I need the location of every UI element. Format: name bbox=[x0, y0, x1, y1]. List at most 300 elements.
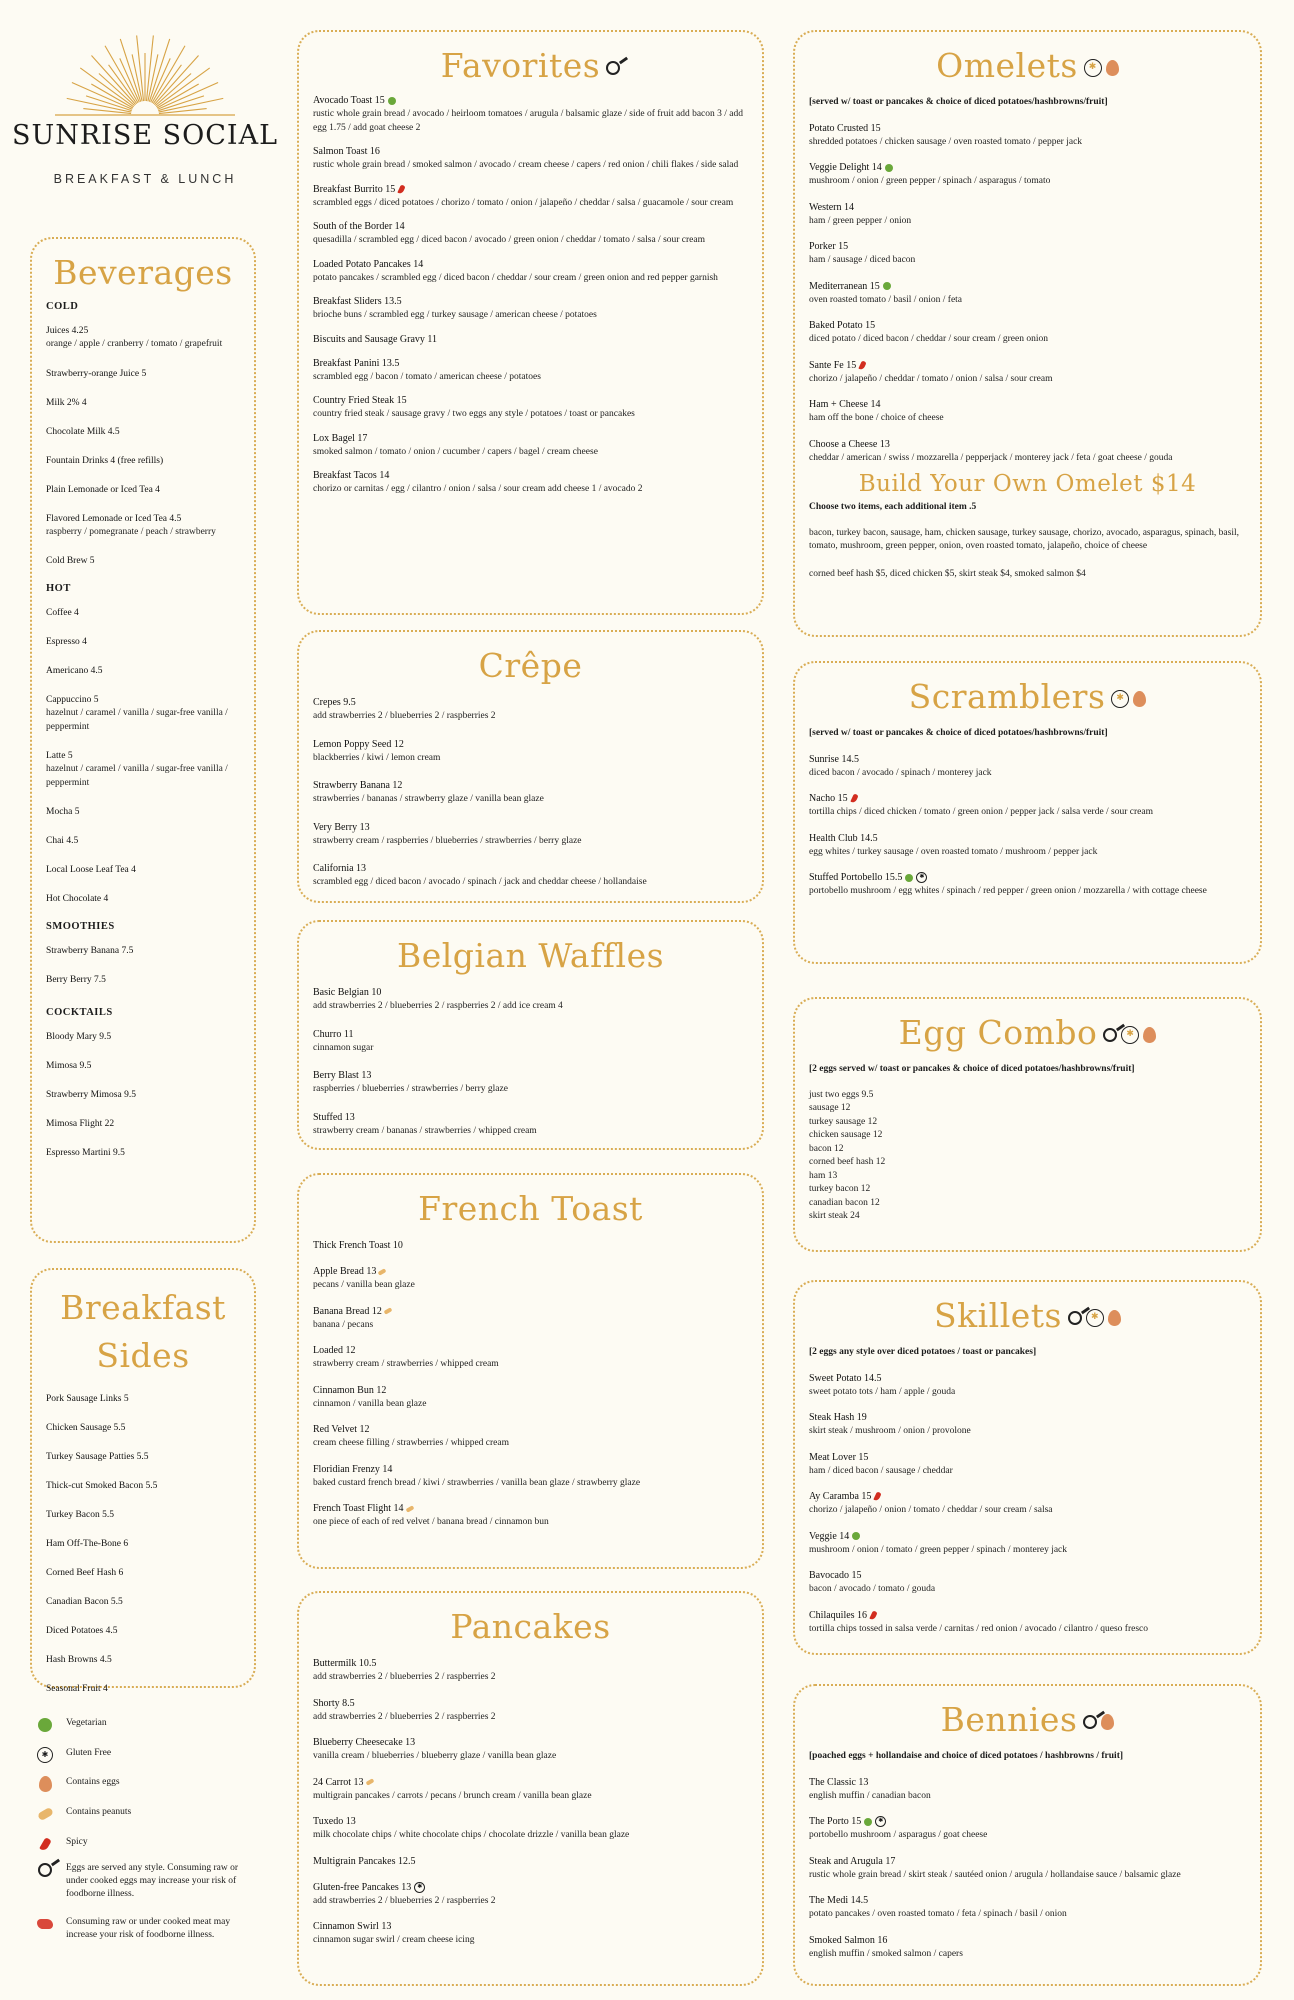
menu-item-description: banana / pecans bbox=[313, 1319, 374, 1330]
vegetarian-icon bbox=[852, 1532, 860, 1540]
menu-item-description: chorizo / jalapeño / cheddar / tomato / onion / salsa / sour cream bbox=[809, 373, 1053, 384]
menu-item-description: ham off the bone / choice of cheese bbox=[809, 413, 944, 423]
menu-item-description: english muffin / smoked salmon / capers bbox=[809, 1948, 963, 1959]
menu-item-name-text: Turkey Sausage Patties 5.5 bbox=[46, 1452, 149, 1462]
menu-item-name-text: Canadian Bacon 5.5 bbox=[46, 1597, 123, 1607]
menu-item-description: hazelnut / caramel / vanilla / sugar-free vanilla / peppermint bbox=[46, 764, 228, 788]
omelets-list bbox=[809, 122, 1246, 466]
menu-item-description: skirt steak / mushroom / onion / provolone bbox=[809, 1426, 971, 1436]
menu-item-description: smoked salmon / tomato / onion / cucumber / capers / bagel / cream cheese bbox=[313, 446, 598, 457]
menu-item bbox=[313, 821, 748, 849]
menu-item-name-text: Sweet Potato 14.5 bbox=[809, 1372, 882, 1384]
menu-item-description: milk chocolate chips / white chocolate chips / chocolate drizzle / vanilla bean glaze bbox=[313, 1830, 630, 1840]
menu-item-name-text: Local Loose Leaf Tea 4 bbox=[46, 865, 136, 875]
legend-text: Contains eggs bbox=[66, 1777, 120, 1787]
sides-title-2: Sides bbox=[96, 1336, 190, 1375]
menu-item bbox=[46, 324, 240, 352]
vegetarian-icon bbox=[905, 874, 913, 882]
menu-item-name bbox=[313, 1384, 748, 1398]
menu-item-name bbox=[809, 832, 1246, 846]
spicy-icon bbox=[869, 1610, 877, 1620]
smoothies-label: SMOOTHIES bbox=[46, 921, 115, 932]
menu-item-name-text: Churro 11 bbox=[313, 1028, 354, 1040]
menu-item bbox=[313, 738, 748, 766]
menu-item-description: cinnamon sugar swirl / cream cheese icing bbox=[313, 1935, 475, 1945]
menu-item bbox=[46, 944, 240, 958]
menu-item bbox=[46, 892, 240, 906]
menu-item bbox=[809, 1530, 1246, 1558]
crepe-list bbox=[313, 696, 748, 890]
menu-item-name-text: Berry Berry 7.5 bbox=[46, 975, 106, 985]
egg-combo-section bbox=[793, 997, 1262, 1252]
menu-item bbox=[313, 1920, 748, 1948]
menu-item-name bbox=[313, 1265, 748, 1279]
menu-item-name bbox=[46, 454, 240, 468]
menu-item-name-text: Loaded Potato Pancakes 14 bbox=[313, 258, 424, 270]
menu-item bbox=[809, 240, 1246, 268]
menu-item bbox=[313, 183, 748, 211]
menu-item-name bbox=[809, 1815, 1246, 1829]
menu-item-name bbox=[313, 94, 748, 108]
menu-item-description: rustic whole grain bread / avocado / heirloom tomatoes / arugula / balsamic glaze / side of fruit add bacon 3 / add egg 1.75 / add goat cheese 2 bbox=[313, 109, 744, 133]
skillets-list bbox=[809, 1372, 1246, 1637]
egg-icon bbox=[1133, 691, 1146, 707]
bennies-title: Bennies bbox=[809, 1700, 1246, 1740]
menu-item-name-text: Shorty 8.5 bbox=[313, 1697, 355, 1709]
menu-item-description: sweet potato tots / ham / apple / gouda bbox=[809, 1386, 956, 1397]
menu-item-name-text: Buttermilk 10.5 bbox=[313, 1658, 377, 1669]
menu-item-name bbox=[313, 779, 748, 793]
menu-item-description: scrambled eggs / diced potatoes / chorizo / tomato / onion / jalapeño / cheddar / salsa / guacamole / sour cream bbox=[313, 197, 734, 208]
menu-item-name bbox=[313, 1028, 748, 1042]
menu-item-name bbox=[46, 635, 240, 649]
menu-item bbox=[313, 333, 748, 347]
menu-item bbox=[809, 1894, 1246, 1922]
frying-pan-icon bbox=[1083, 1715, 1097, 1729]
menu-item-name-text: Breakfast Sliders 13.5 bbox=[313, 296, 402, 307]
cold-list bbox=[46, 324, 240, 568]
menu-item-name bbox=[809, 1776, 1246, 1790]
menu-item-name bbox=[46, 1030, 240, 1044]
waffles-title: Belgian Waffles bbox=[396, 936, 665, 975]
menu-item bbox=[313, 1305, 748, 1333]
menu-item-description: scrambled egg / diced bacon / avocado / spinach / jack and cheddar cheese / hollandaise bbox=[313, 877, 647, 887]
menu-item bbox=[313, 357, 748, 385]
menu-item bbox=[809, 438, 1246, 466]
menu-item-name bbox=[46, 863, 240, 877]
menu-item-description: one piece of each of red velvet / banana bread / cinnamon bun bbox=[313, 1517, 549, 1527]
menu-item bbox=[809, 359, 1246, 387]
menu-item-description: diced potato / diced bacon / cheddar / sour cream / green onion bbox=[809, 334, 1048, 344]
menu-item bbox=[313, 1111, 748, 1139]
menu-item bbox=[46, 425, 240, 439]
menu-item-name-text: Americano 4.5 bbox=[46, 666, 103, 676]
menu-item bbox=[809, 122, 1246, 150]
menu-item bbox=[46, 396, 240, 410]
menu-item-name-text: Cinnamon Bun 12 bbox=[313, 1384, 387, 1396]
egg-icon bbox=[1101, 1714, 1114, 1730]
meat-icon bbox=[36, 1916, 54, 1932]
egg-combo-item: skirt steak 24 bbox=[809, 1211, 860, 1221]
menu-item-name-text: Hot Chocolate 4 bbox=[46, 894, 109, 904]
menu-item-name-text: Diced Potatoes 4.5 bbox=[46, 1626, 118, 1636]
menu-item-name-text: Mocha 5 bbox=[46, 807, 80, 817]
egg-icon bbox=[1143, 1027, 1156, 1043]
menu-item-name bbox=[46, 664, 240, 678]
menu-item-name-text: Mimosa 9.5 bbox=[46, 1061, 92, 1071]
crepe-section bbox=[297, 630, 764, 903]
menu-item-name bbox=[313, 1776, 748, 1790]
byo-extra: corned beef hash $5, diced chicken $5, skirt steak $4, smoked salmon $4 bbox=[809, 568, 1086, 579]
egg-combo-item: canadian bacon 12 bbox=[809, 1197, 880, 1208]
menu-item bbox=[313, 1069, 748, 1097]
omelets-title: Omelets ✱ bbox=[809, 46, 1246, 86]
egg-combo-item: chicken sausage 12 bbox=[809, 1130, 883, 1140]
menu-item bbox=[46, 1030, 240, 1044]
egg-icon bbox=[1108, 1310, 1121, 1326]
menu-item-name bbox=[46, 1537, 240, 1551]
menu-item-description: multigrain pancakes / carrots / pecans / brunch cream / vanilla bean glaze bbox=[313, 1790, 592, 1801]
menu-item-name bbox=[313, 295, 748, 309]
menu-item-name-text: Red Velvet 12 bbox=[313, 1424, 370, 1435]
menu-item-description: english muffin / canadian bacon bbox=[809, 1790, 931, 1801]
menu-item-name-text: Porker 15 bbox=[809, 241, 849, 252]
egg-icon bbox=[36, 1776, 54, 1792]
menu-item-description: oven roasted tomato / basil / onion / feta bbox=[809, 294, 963, 305]
legend-item bbox=[36, 1806, 256, 1822]
menu-item-name-text: Berry Blast 13 bbox=[313, 1070, 372, 1081]
menu-item-name bbox=[46, 483, 240, 497]
vegetarian-icon bbox=[388, 97, 396, 105]
menu-item-name bbox=[46, 367, 240, 381]
menu-item-name bbox=[809, 1855, 1246, 1869]
menu-item-name bbox=[809, 359, 1246, 373]
menu-item-name-text: Multigrain Pancakes 12.5 bbox=[313, 1855, 416, 1867]
menu-item bbox=[809, 201, 1246, 229]
menu-item-name bbox=[46, 944, 240, 958]
menu-item bbox=[313, 295, 748, 323]
menu-item bbox=[313, 1736, 748, 1764]
menu-item-name-text: Veggie 14 bbox=[809, 1530, 850, 1542]
menu-item-name-text: Breakfast Burrito 15 bbox=[313, 183, 396, 195]
menu-item-name-text: Chai 4.5 bbox=[46, 836, 79, 846]
menu-item-description: potato pancakes / oven roasted tomato / feta / spinach / basil / onion bbox=[809, 1909, 1067, 1919]
menu-item-name-text: Juices 4.25 bbox=[46, 326, 89, 336]
legend-item bbox=[36, 1862, 256, 1901]
menu-item bbox=[313, 1697, 748, 1725]
vegetarian-icon bbox=[36, 1717, 54, 1733]
menu-item-name bbox=[46, 1450, 240, 1464]
menu-item-name bbox=[313, 394, 748, 408]
spicy-icon bbox=[36, 1836, 54, 1852]
menu-item bbox=[46, 1117, 240, 1131]
menu-item bbox=[313, 1028, 748, 1056]
menu-item bbox=[46, 664, 240, 678]
menu-item-name-text: Thick-cut Smoked Bacon 5.5 bbox=[46, 1481, 158, 1491]
menu-item-name-text: Strawberry Banana 12 bbox=[313, 780, 403, 791]
menu-item-name-text: Coffee 4 bbox=[46, 608, 79, 618]
menu-item-name bbox=[46, 1059, 240, 1073]
menu-item-name-text: Salmon Toast 16 bbox=[313, 146, 380, 157]
menu-item-name-text: Espresso Martini 9.5 bbox=[46, 1148, 125, 1158]
menu-item bbox=[46, 1392, 240, 1406]
menu-item-name bbox=[313, 220, 748, 234]
menu-item-description: cinnamon / vanilla bean glaze bbox=[313, 1398, 427, 1409]
menu-item-name bbox=[313, 1239, 748, 1253]
menu-item-name-text: Stuffed 13 bbox=[313, 1111, 355, 1123]
byo-note: Choose two items, each additional item .5 bbox=[809, 502, 977, 512]
legend-item bbox=[36, 1717, 256, 1733]
menu-item bbox=[46, 1595, 240, 1609]
sides-section bbox=[30, 1268, 256, 1694]
menu-item-name-text: Strawberry-orange Juice 5 bbox=[46, 368, 147, 379]
egg-combo-title: Egg Combo ✱ bbox=[809, 1013, 1246, 1053]
menu-item-name bbox=[809, 240, 1246, 254]
menu-item-description: scrambled egg / bacon / tomato / american cheese / potatoes bbox=[313, 371, 541, 382]
menu-item-description: tortilla chips / diced chicken / tomato / green onion / pepper jack / salsa verde / sour cream bbox=[809, 807, 1153, 817]
menu-item bbox=[809, 792, 1246, 820]
menu-item-description: portobello mushroom / asparagus / goat cheese bbox=[809, 1830, 988, 1840]
legend-text: Contains peanuts bbox=[66, 1807, 132, 1817]
menu-item-name bbox=[809, 1372, 1246, 1386]
menu-item-name bbox=[46, 1421, 240, 1435]
menu-item-description: raspberry / pomegranate / peach / strawberry bbox=[46, 526, 216, 537]
egg-combo-item: turkey bacon 12 bbox=[809, 1184, 871, 1194]
legend-text: Spicy bbox=[66, 1837, 88, 1847]
menu-item-name-text: Potato Crusted 15 bbox=[809, 122, 881, 134]
menu-item-description: cream cheese filling / strawberries / whipped cream bbox=[313, 1438, 509, 1448]
menu-item-name-text: Chicken Sausage 5.5 bbox=[46, 1423, 126, 1433]
egg-combo-item: just two eggs 9.5 bbox=[809, 1089, 874, 1100]
frying-pan-icon bbox=[1103, 1028, 1117, 1042]
menu-item-name bbox=[313, 1111, 748, 1125]
gluten-free-icon: ✱ bbox=[875, 1816, 886, 1827]
peanut-icon bbox=[383, 1307, 392, 1314]
menu-item-name bbox=[313, 469, 748, 483]
menu-item-name bbox=[809, 792, 1246, 806]
menu-item-description: bacon / avocado / tomato / gouda bbox=[809, 1584, 936, 1594]
favorites-section bbox=[297, 30, 764, 615]
menu-item-description: ham / diced bacon / sausage / cheddar bbox=[809, 1465, 953, 1476]
menu-item-name-text: Very Berry 13 bbox=[313, 821, 370, 833]
menu-item-name bbox=[313, 145, 748, 159]
menu-item-description: strawberries / bananas / strawberry glaze / vanilla bean glaze bbox=[313, 794, 544, 804]
menu-item-name bbox=[46, 1392, 240, 1406]
menu-item bbox=[46, 367, 240, 381]
skillets-note: [2 eggs any style over diced potatoes / toast or pancakes] bbox=[809, 1347, 1037, 1357]
menu-item-name-text: Espresso 4 bbox=[46, 637, 87, 647]
menu-item-description: tortilla chips tossed in salsa verde / carnitas / red onion / avocado / cilantro / queso fresco bbox=[809, 1623, 1148, 1634]
menu-item bbox=[313, 258, 748, 286]
french-toast-title: French Toast bbox=[418, 1189, 643, 1228]
menu-item-name-text: Lox Bagel 17 bbox=[313, 432, 368, 444]
menu-item-description: blackberries / kiwi / lemon cream bbox=[313, 752, 441, 763]
menu-item bbox=[46, 1450, 240, 1464]
menu-item-description: add strawberries 2 / blueberries 2 / raspberries 2 bbox=[313, 1672, 496, 1682]
menu-item-name bbox=[809, 319, 1246, 333]
gluten-free-icon: ✱ bbox=[414, 1882, 425, 1893]
menu-item bbox=[313, 469, 748, 497]
menu-item-description: brioche buns / scrambled egg / turkey sausage / american cheese / potatoes bbox=[313, 310, 597, 320]
menu-item bbox=[313, 1265, 748, 1293]
menu-item-name bbox=[809, 1411, 1246, 1425]
skillets-section bbox=[793, 1280, 1262, 1655]
french-toast-list bbox=[313, 1239, 748, 1530]
menu-item-name bbox=[313, 738, 748, 752]
menu-item-description: add strawberries 2 / blueberries 2 / raspberries 2 bbox=[313, 711, 496, 721]
menu-item bbox=[313, 1855, 748, 1869]
egg-combo-item: sausage 12 bbox=[809, 1103, 851, 1113]
menu-item-name bbox=[313, 862, 748, 876]
menu-item bbox=[809, 1490, 1246, 1518]
vegetarian-icon bbox=[864, 1818, 872, 1826]
legend-text: Gluten Free bbox=[66, 1748, 112, 1758]
menu-item-name bbox=[313, 696, 748, 710]
menu-item-name bbox=[313, 333, 748, 347]
menu-item-name-text: Mediterranean 15 bbox=[809, 280, 880, 292]
menu-item-description: cheddar / american / swiss / mozzarella / pepperjack / monterey jack / feta / goat cheese / gouda bbox=[809, 452, 1173, 463]
beverages-section bbox=[30, 237, 256, 1243]
menu-item-description: orange / apple / cranberry / tomato / grapefruit bbox=[46, 339, 223, 349]
sunrise-logo-icon bbox=[0, 20, 290, 120]
menu-item-name-text: Breakfast Panini 13.5 bbox=[313, 357, 400, 369]
menu-item-name bbox=[313, 1881, 748, 1895]
menu-item bbox=[313, 432, 748, 460]
egg-combo-item: corned beef hash 12 bbox=[809, 1157, 886, 1167]
gluten-free-icon: ✱ bbox=[1121, 1026, 1139, 1044]
spicy-icon bbox=[398, 184, 406, 194]
menu-item bbox=[46, 1682, 240, 1696]
menu-item-name bbox=[809, 280, 1246, 294]
menu-item-name-text: Country Fried Steak 15 bbox=[313, 395, 407, 406]
crepe-title: Crêpe bbox=[478, 646, 583, 685]
menu-item-name bbox=[809, 1530, 1246, 1544]
menu-item-name bbox=[46, 396, 240, 410]
menu-item-name bbox=[46, 1566, 240, 1580]
menu-item-name-text: Breakfast Tacos 14 bbox=[313, 470, 390, 481]
menu-item-name-text: Milk 2% 4 bbox=[46, 397, 87, 408]
gluten-free-icon: ✱ bbox=[36, 1747, 54, 1763]
gluten-free-icon: ✱ bbox=[916, 872, 927, 883]
logo bbox=[0, 20, 290, 190]
menu-item-name-text: Choose a Cheese 13 bbox=[809, 438, 890, 450]
menu-item-name-text: Latte 5 bbox=[46, 751, 73, 761]
menu-item-description: diced bacon / avocado / spinach / monterey jack bbox=[809, 767, 992, 778]
menu-item-name-text: Turkey Bacon 5.5 bbox=[46, 1510, 114, 1520]
menu-item-name-text: Hash Browns 4.5 bbox=[46, 1655, 112, 1665]
menu-item-name bbox=[809, 1934, 1246, 1948]
menu-item-description: potato pancakes / scrambled egg / diced bacon / cheddar / sour cream / green onion and red pepper garnish bbox=[313, 272, 718, 283]
menu-item-name-text: Western 14 bbox=[809, 201, 855, 213]
legend-text: Vegetarian bbox=[66, 1718, 107, 1728]
menu-item-name-text: Sunrise 14.5 bbox=[809, 753, 859, 765]
menu-item bbox=[46, 1537, 240, 1551]
menu-item bbox=[313, 696, 748, 724]
waffles-list bbox=[313, 986, 748, 1138]
menu-item-name bbox=[46, 693, 240, 707]
egg-icon bbox=[1106, 60, 1119, 76]
menu-item-name bbox=[313, 258, 748, 272]
menu-item-name bbox=[809, 161, 1246, 175]
egg-combo-item: turkey sausage 12 bbox=[809, 1116, 878, 1127]
menu-item bbox=[46, 512, 240, 540]
menu-item bbox=[46, 483, 240, 497]
menu-item-name bbox=[46, 805, 240, 819]
favorites-title: Favorites bbox=[313, 46, 748, 86]
menu-item-name bbox=[46, 1146, 240, 1160]
menu-item-name-text: Floridian Frenzy 14 bbox=[313, 1463, 393, 1475]
menu-item-name bbox=[46, 1653, 240, 1667]
menu-item bbox=[46, 693, 240, 734]
menu-item bbox=[313, 1815, 748, 1843]
menu-item-name-text: Sante Fe 15 bbox=[809, 359, 857, 371]
menu-item-name-text: Fountain Drinks 4 (free refills) bbox=[46, 455, 164, 466]
gluten-free-icon: ✱ bbox=[1111, 690, 1129, 708]
vegetarian-icon bbox=[883, 282, 891, 290]
menu-item bbox=[313, 94, 748, 135]
peanut-icon bbox=[36, 1806, 54, 1822]
menu-item bbox=[313, 1657, 748, 1685]
menu-item-name-text: Corned Beef Hash 6 bbox=[46, 1568, 124, 1578]
scramblers-list bbox=[809, 753, 1246, 899]
menu-item-description: ham / green pepper / onion bbox=[809, 215, 912, 226]
beverages-title: Beverages bbox=[53, 253, 233, 292]
menu-item-name-text: Stuffed Portobello 15.5 bbox=[809, 872, 903, 883]
brand-tagline: BREAKFAST & LUNCH bbox=[53, 172, 237, 186]
menu-item-name-text: Mimosa Flight 22 bbox=[46, 1119, 115, 1129]
menu-item bbox=[46, 1421, 240, 1435]
menu-item bbox=[46, 749, 240, 790]
skillets-title: Skillets ✱ bbox=[809, 1296, 1246, 1336]
menu-item bbox=[809, 1451, 1246, 1479]
menu-item-name bbox=[313, 1855, 748, 1869]
menu-item-name-text: Strawberry Mimosa 9.5 bbox=[46, 1090, 136, 1100]
menu-item-description: rustic whole grain bread / skirt steak / sautéed onion / arugula / hollandaise sauce / balsamic glaze bbox=[809, 1869, 1181, 1880]
menu-item-description: strawberry cream / bananas / strawberries / whipped cream bbox=[313, 1125, 537, 1136]
menu-item-name-text: Flavored Lemonade or Iced Tea 4.5 bbox=[46, 513, 182, 524]
menu-item-name bbox=[809, 871, 1246, 885]
menu-item-name bbox=[313, 1344, 748, 1358]
menu-item-name-text: California 13 bbox=[313, 863, 367, 874]
menu-item-name-text: Nacho 15 bbox=[809, 793, 848, 804]
menu-item bbox=[46, 1479, 240, 1493]
gluten-free-icon: ✱ bbox=[1086, 1309, 1104, 1327]
menu-item-name-text: Chilaquiles 16 bbox=[809, 1609, 868, 1621]
menu-item-name-text: Chocolate Milk 4.5 bbox=[46, 426, 120, 437]
menu-item-name bbox=[46, 425, 240, 439]
menu-item-description: hazelnut / caramel / vanilla / sugar-free vanilla / peppermint bbox=[46, 708, 228, 732]
menu-item-name-text: Bavocado 15 bbox=[809, 1570, 862, 1581]
menu-item-description: baked custard french bread / kiwi / strawberries / vanilla bean glaze / strawberry glaze bbox=[313, 1477, 641, 1488]
menu-item-name-text: Banana Bread 12 bbox=[313, 1305, 382, 1317]
menu-item-name-text: Tuxedo 13 bbox=[313, 1816, 356, 1827]
frying-pan-icon bbox=[36, 1862, 54, 1878]
menu-item-name-text: Pork Sausage Links 5 bbox=[46, 1394, 129, 1404]
peanut-icon bbox=[405, 1505, 414, 1512]
menu-item bbox=[809, 1609, 1246, 1637]
menu-item bbox=[46, 973, 240, 987]
menu-item-name-text: Crepes 9.5 bbox=[313, 697, 356, 708]
menu-item bbox=[46, 1508, 240, 1522]
menu-item-name bbox=[809, 398, 1246, 412]
menu-item bbox=[809, 1411, 1246, 1439]
menu-item bbox=[46, 454, 240, 468]
menu-item-name bbox=[46, 554, 240, 568]
frying-pan-icon bbox=[1068, 1311, 1082, 1325]
menu-item-name-text: The Medi 14.5 bbox=[809, 1895, 869, 1906]
menu-item-name bbox=[46, 1479, 240, 1493]
menu-item bbox=[809, 398, 1246, 426]
